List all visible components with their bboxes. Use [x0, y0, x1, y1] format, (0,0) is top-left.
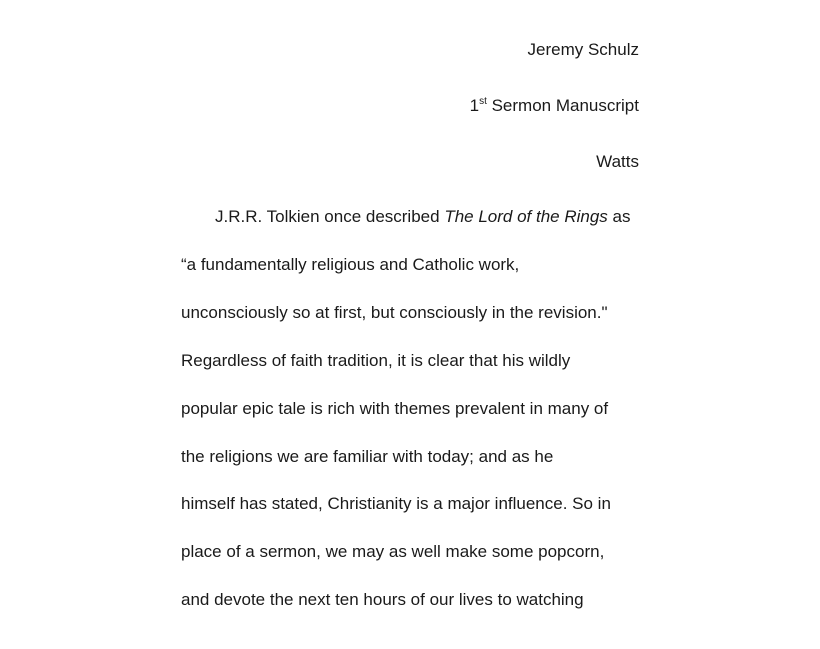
body-line-4: Regardless of faith tradition, it is clear that his wildly: [181, 351, 571, 370]
teacher-name: Watts: [596, 152, 639, 171]
book-title-italic: The Lord of the Rings: [444, 207, 608, 226]
title-text: Sermon Manuscript: [486, 96, 639, 115]
author-name: Jeremy Schulz: [527, 40, 639, 59]
body-line-1-end: as: [607, 207, 631, 226]
document-title: [470, 97, 639, 114]
body-line-1-start: J.R.R. Tolkien once described: [215, 207, 445, 226]
body-line-6: the religions we are familiar with today; and as he: [181, 447, 554, 466]
body-line-9: and devote the next ten hours of our lives to watching: [181, 590, 584, 609]
body-line-2: “a fundamentally religious and Catholic work,: [181, 255, 520, 274]
title-ordinal-number: 1: [469, 96, 480, 115]
body-line-3: unconsciously so at first, but consciously in the revision.": [181, 303, 608, 322]
title-ordinal-suffix: st: [479, 96, 487, 107]
body-line-8: place of a sermon, we may as well make some popcorn,: [181, 542, 605, 561]
body-line-7: himself has stated, Christianity is a major influence. So in: [181, 494, 611, 513]
body-line-5: popular epic tale is rich with themes prevalent in many of: [181, 399, 609, 418]
body-line-1: [215, 208, 630, 225]
